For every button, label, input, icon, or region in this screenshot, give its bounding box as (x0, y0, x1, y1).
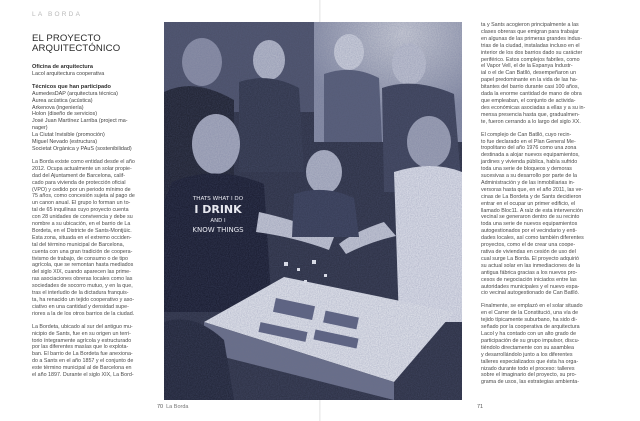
body-line: tropolitano del año 1976 como una zona (481, 145, 577, 152)
body-line: clases obreras que emigran para trabajar (481, 28, 579, 35)
technicians-list (32, 91, 156, 153)
body-line: sucesivas a su desarrollo por parte de la (481, 173, 577, 180)
body-line: toda una serie de nuevos equipamientos (481, 221, 578, 228)
body-line: to fue declarado en el Plan General Me- (481, 138, 576, 145)
body-line: agrícola, que se remontan hasta mediados (32, 262, 134, 269)
body-line: cesos de negociación iniciados entre las (481, 276, 577, 283)
body-line: Finalmente, se emplazó en el solar situado (481, 303, 583, 310)
body-line: nombre a su ubicación, en el barrio de La (32, 221, 131, 228)
body-line: Administración y de las inmobiliarias in- (481, 179, 575, 186)
body-line: ial o el de Can Batlló, desempeñaron un (481, 70, 577, 77)
body-line: dad del Ajuntament de Barcelona, calif- (32, 172, 125, 179)
body-line: un canon anual. El grupo lo forman un to- (32, 200, 131, 207)
body-line: Lacol y ha contado con un alto grado de (481, 330, 577, 337)
body-line: papel predominante en la vida de las ha- (481, 77, 578, 84)
body-paragraph (32, 159, 156, 318)
left-body (32, 159, 156, 379)
office-heading: Oficina de arquitectura (32, 63, 93, 70)
body-line: dada la enorme cantidad de mano de obra (481, 91, 582, 98)
body-line: ta y Sants acogieron principalmente a las (481, 22, 579, 28)
body-line: ras asociaciones obreras locales como las (32, 276, 133, 283)
body-line: antigua fábrica gracias a los nuevos pro- (481, 269, 578, 276)
office-name: Lacol arquitectura cooperativa (32, 70, 105, 77)
body-line: mensa presencia hasta que, gradualmen- (481, 111, 580, 118)
body-line: autoridades municipales y el nuevo espa- (481, 283, 580, 290)
technician-line: Miguel Nevado (estructura) (32, 139, 98, 146)
technician-line: AumedesDAP (arquitectura técnica) (32, 90, 118, 97)
body-line: nicipio de Sants, fue en su origen un terri- (32, 330, 131, 337)
body-line: señado por la cooperativa de arquitectura (481, 324, 580, 331)
body-line: ciativo en una cantidad y densidad supe- (32, 303, 129, 310)
body-line: tivismo de trabajo, de consumo o de tipo (32, 255, 128, 262)
body-line: ta, ha renacido un tejido cooperativo y aso- (32, 297, 135, 303)
shirt-text-line: AND I (210, 218, 226, 224)
title-line-1: EL PROYECTO (32, 33, 101, 44)
body-line: vecinal se generaron dentro de su recinto (481, 214, 580, 221)
shirt-text-line: THATS WHAT I DO (192, 196, 244, 202)
body-line: rativa de viviendas en cesión de uso del (481, 249, 576, 255)
technicians-heading: Técnicos que han participado (32, 83, 111, 90)
body-paragraph (481, 132, 609, 298)
body-line: La Bordeta, ubicado al sur del antiguo mu- (32, 323, 133, 330)
body-paragraph (32, 324, 156, 379)
body-line: tiéndolo directamente con su asamblea (481, 344, 574, 351)
shirt-text-line: KNOW THINGS (192, 226, 244, 234)
body-line: que empleaban, el conjunto de activida- (481, 97, 576, 104)
technician-line: Arkenova (ingeniería) (32, 104, 84, 111)
body-line: el Vapor Vell, el de la Espanya Industr- (481, 63, 573, 70)
right-column (481, 22, 609, 392)
technician-line: Societat Orgànica y PAuS (sostenibilidad) (32, 145, 132, 152)
title-line-2: ARQUITECTÓNICO (32, 43, 121, 55)
body-line: del siglo XIX, cuando aparecen las prime- (32, 269, 131, 276)
technician-line: Àurea acústica (acústica) (32, 97, 93, 104)
body-line: grama de usos, las estrategias ambienta- (481, 379, 580, 386)
body-line: ban. El barrio de La Bordeta fue anexiona- (32, 351, 133, 358)
body-line: te, fueron cerrando a lo largo del siglo XX. (481, 118, 581, 125)
body-line: 75 años, como concesión sujeta al pago de (32, 193, 135, 200)
body-line: riores a la de los otros barrios de la ciudad. (32, 310, 135, 317)
page-number-right: 71 (477, 404, 484, 410)
technician-line: José Juan Martínez Larriba (project ma- (32, 118, 128, 125)
body-line: torio íntegramente agrícola y estructurado (32, 337, 132, 344)
running-head: LA BORDA (32, 11, 83, 18)
body-line: des económicas asociadas a ellas y a su in- (481, 104, 586, 111)
body-line: con 28 unidades de convivencia y debe su (32, 214, 133, 221)
body-line: por las diferentes masías que lo explota- (32, 344, 129, 351)
body-line: interior de los dos barrios dado su carácter (481, 49, 583, 56)
body-line: en el Carrer de la Constitució, una vía de (481, 310, 579, 317)
body-line: tejido típicamente suburbano, ha sido di- (481, 317, 578, 324)
folio-label: La Borda (166, 404, 189, 410)
body-line: do a Sants en el año 1857 y el conjunto de (32, 358, 134, 365)
body-line: cio vecinal autogestionado de Can Batlló. (481, 290, 580, 297)
body-line: talleres especializados que ésta ha orga- (481, 358, 579, 365)
body-line: cuenta con una gran tradición de coopera- (32, 248, 133, 255)
body-line: periférico. Estos complejos fabriles, como (481, 56, 580, 63)
shirt-text-line: I DRINK (194, 203, 242, 216)
body-line: cinas de La Bordeta y de Sants decidieron (481, 193, 582, 200)
body-line: en algunas de las primeras grandes indus- (481, 35, 582, 42)
body-line: versoras hasta que, en el año 2011, las ve- (481, 186, 584, 193)
body-line: bitantes del barrio durante casi 100 años, (481, 84, 580, 91)
workshop-photo-illustration (164, 22, 462, 400)
body-line: y desarrollándolo junto a los diferentes (481, 351, 573, 358)
body-line: dades locales, así como también diferentes (481, 235, 584, 242)
technician-line: Holon (diseño de servicios) (32, 111, 98, 118)
technician-line: nager) (32, 125, 48, 132)
body-line: destinada a alojar nuevos equipamientos, (481, 152, 580, 159)
body-line: sociedades de socorro mutuo, y en la que, (32, 283, 133, 290)
body-line: su actual solar en las inmediaciones de la (481, 262, 580, 269)
body-line: trias de la ciudad, instaladas incluso en el (481, 42, 580, 49)
page-number-left: 70 (157, 404, 164, 410)
body-line: cado para vivienda de protección oficial (32, 179, 126, 186)
left-column (32, 34, 156, 385)
body-line: Bordeta, en el Districte de Sants-Montjüic. (32, 227, 132, 234)
body-line: proyectos, como el de crear una coope- (481, 242, 576, 249)
body-line: sobre el imaginario del proyecto, su pro- (481, 372, 577, 379)
body-line: cual surge La Borda. El proyecto adquirió (481, 255, 580, 262)
body-line: entrar en el ocupar un primer edificio, el (481, 200, 576, 207)
body-line: La Borda existe como entidad desde el año (32, 158, 135, 165)
body-line: autogestionados por el vecindario y enti- (481, 228, 577, 235)
body-line: el año 1897. Durante el siglo XIX, La Bord- (32, 372, 134, 379)
technician-line: La Ciutat Invisible (promoción) (32, 132, 105, 139)
body-line: 2012. Ocupa actualmente un solar propie- (32, 165, 132, 172)
body-paragraph (481, 22, 609, 126)
body-paragraph (481, 303, 609, 386)
body-line: tal de 65 inquilinas cuyo proyecto cuenta (32, 207, 129, 214)
workshop-photo (164, 22, 462, 400)
body-line: toda una serie de bloqueos y demoras (481, 166, 572, 173)
body-line: llamado Bloc11. A raíz de esta intervención (481, 207, 583, 214)
body-line: jardines y vivienda pública, había sufrido (481, 159, 578, 166)
body-line: El complejo de Can Batlló, cuyo recin- (481, 131, 572, 138)
body-line: (VPO) y cedido por un periodo mínimo de (32, 186, 131, 193)
body-line: este término municipal al de Barcelona en (32, 365, 132, 372)
body-line: nizado durante todo el proceso: talleres (481, 365, 575, 372)
body-line: tal del término municipal de Barcelona, (32, 241, 125, 248)
body-line: Esta zona, situada en el extremo occiden- (32, 234, 132, 241)
body-line: tras el interludio de la dictadura franquis- (32, 290, 129, 297)
chapter-title (32, 34, 156, 55)
folio-left (157, 404, 188, 410)
body-line: participación de su grupo impulsor, discu- (481, 337, 580, 344)
